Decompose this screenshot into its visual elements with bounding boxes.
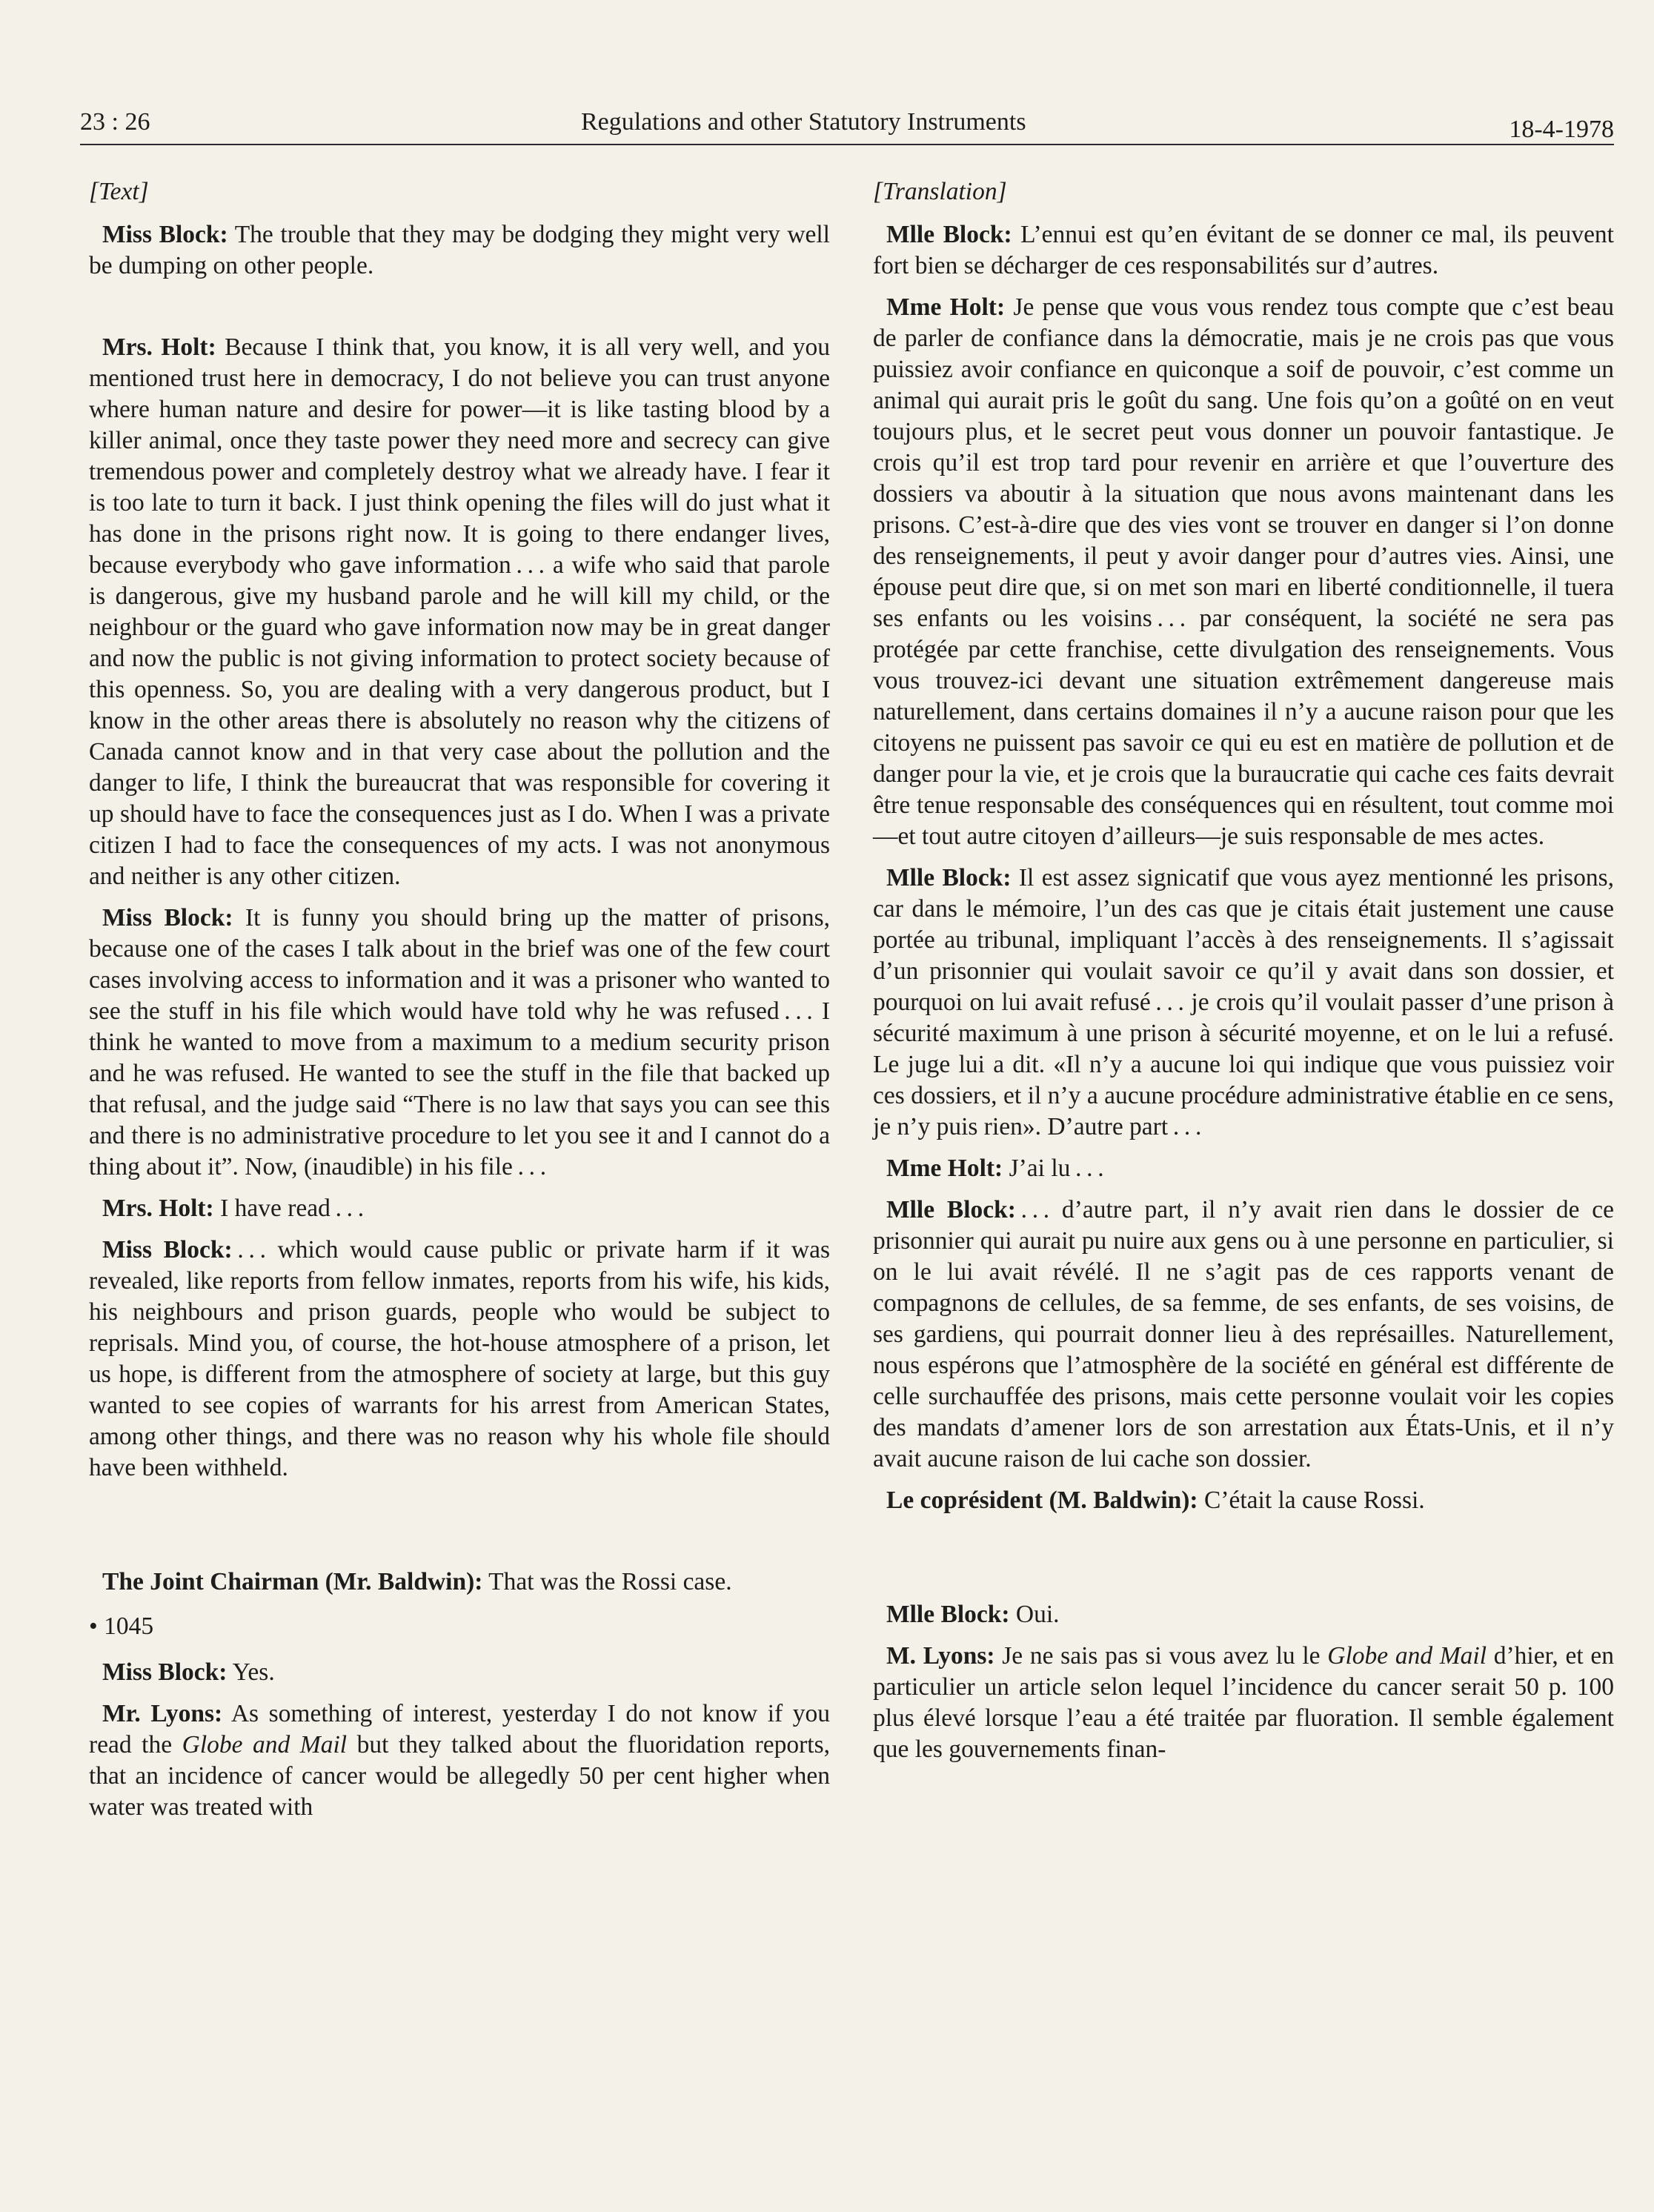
speaker-name: Mlle Block: [886,1196,1016,1223]
speech-text: I have read . . . [213,1195,365,1222]
french-column [873,176,1614,1776]
speech-paragraph [873,1599,1614,1630]
speech-paragraph [873,1641,1614,1765]
header-date: 18-4-1978 [1509,116,1614,143]
speech-text: That was the Rossi case. [482,1568,732,1595]
speech-text: The trouble that they may be dodging they might very well be dumping on other people. [89,221,830,279]
speech-paragraph [873,1153,1614,1184]
speaker-name: Mr. Lyons: [102,1700,223,1727]
speech-text: C’était la cause Rossi. [1198,1487,1425,1514]
speech-paragraph [89,1193,830,1224]
speech-text: Because I think that, you know, it is all very well, and you mentioned trust here in democracy, I do not believe you can trust anyone where human nature and desire for power—it is like tasting blood by a killer animal, once they taste power they need more and secrecy can give tremendous power and completely destroy what we already have. I fear it is too late to turn it back. I just think opening the files will do just what it has done in the prisons right now. It is going to there endanger lives, because everybody who gave information . . . a wife who said that parole is dangerous, give my husband parole and he will kill my child, or the neighbour or the guard who gave information now may be in great danger and now the public is not giving information to protect society because of this openness. So, you are dealing with a very dangerous product, but I know in the other areas there is absolutely no reason why the citizens of Canada cannot know and in that very case about the pollution and the danger to life, I think the bureaucrat that was responsible for covering it up should have to face the consequences just as I do. When I was a private citizen I had to face the consequences of my acts. I was not anonymous and neither is any other citizen. [89,333,830,890]
speech-paragraph [873,863,1614,1143]
translation-label: [Translation] [873,178,1007,205]
speaker-name: Mme Holt: [886,1155,1003,1182]
speaker-name: Miss Block: [102,221,228,248]
speech-paragraph [873,219,1614,282]
speaker-name: Mlle Block: [886,221,1012,248]
page-number: 23 : 26 [80,108,150,136]
speech-paragraph [873,1485,1614,1516]
speech-paragraph [89,332,830,892]
speech-text: As something of interest, yesterday I do not know if you read the [89,1700,830,1758]
running-title: Regulations and other Statutory Instruments [581,108,1026,136]
english-column [89,176,830,1833]
speech-paragraph [873,292,1614,852]
speech-paragraph [89,1235,830,1484]
newspaper-title: Globe and Mail [182,1731,348,1758]
page-header [80,95,1614,145]
speaker-name: Miss Block: [102,1236,233,1263]
time-marker: • 1045 [89,1612,154,1640]
speech-paragraph [89,219,830,282]
text-label: [Text] [89,178,149,205]
speech-text: Je ne sais pas si vous avez lu le [994,1642,1328,1670]
speaker-name: Mrs. Holt: [102,1195,214,1222]
speaker-name: Miss Block: [102,1658,227,1686]
speech-paragraph [89,1567,830,1598]
speech-text: d’hier, et en particulier un article selon lequel l’incidence du cancer serait 50 p. 100 plus élevé lorsque l’eau a été traitée par fluoration. Il semble également que les gouvernements finan- [873,1642,1614,1763]
speaker-name: Miss Block: [102,904,233,931]
speech-text: . . . which would cause public or private harm if it was revealed, like reports from fellow inmates, reports from his wife, his kids, his neighbours and prison guards, people who would be subject to reprisals. Mind you, of course, the hot-house atmosphere of a prison, let us hope, is different from the atmosphere of society at large, but this guy wanted to see copies of warrants for his arrest from American States, among other things, and there was no reason why his whole file should have been withheld. [89,1236,830,1481]
speaker-name: Mlle Block: [886,864,1012,891]
speech-text: but they talked about the fluoridation reports, that an incidence of cancer would be allegedly 50 per cent higher when water was treated with [89,1731,831,1821]
speech-paragraph [873,1195,1614,1475]
speaker-name: Le coprésident (M. Baldwin): [886,1487,1198,1514]
speech-paragraph [89,903,830,1183]
newspaper-title: Globe and Mail [1327,1642,1487,1670]
speech-text: It is funny you should bring up the matter of prisons, because one of the cases I talk about in the brief was one of the few court cases involving access to information and it was a prisoner who wanted to see the stuff in his file which would have told why he was refused . . . I think he wanted to move from a maximum to a medium security prison and he was refused. He wanted to see the stuff in the file that backed up that refusal, and the judge said “There is no law that says you can see this and there is no administrative procedure to let you see it and I cannot do a thing about it”. Now, (inaudible) in his file . . . [89,904,830,1180]
speech-text: Je pense que vous vous rendez tous compte que c’est beau de parler de confiance dans la démocratie, mais je ne crois pas que vous puissiez avoir confiance en quiconque a soif de pouvoir, c’est comme un animal qui aurait pris le goût du sang. Une fois qu’on a goûté on en veut toujours plus, et le secret peut vous donner un pouvoir fantastique. Je crois qu’il est trop tard pour revenir en arrière et que l’ouverture des dossiers va aboutir à la situation que nous avons maintenant dans les prisons. C’est-à-dire que des vies vont se trouver en danger si l’on donne des renseignements, il peut y avoir danger pour d’autres vies. Ainsi, une épouse peut dire que, si on met son mari en liberté conditionnelle, il tuera ses enfants ou les voisins . . . par conséquent, la société ne sera pas protégée par cette franchise, cette divulgation des renseignements. Vous vous trouvez-ici devant une situation extrêmement dangereuse mais naturellement, dans certains domaines il n’y a aucune raison pour que les citoyens ne puissent pas savoir ce qui eu est en matière de pollution et de danger pour la vie, et je crois que la buraucratie qui cache ces faits devrait être tenue responsable des conséquences qui en résultent, tout comme moi—et tout autre citoyen d’ailleurs—je suis responsable de mes actes. [873,293,1614,850]
speaker-name: Mlle Block: [886,1601,1010,1628]
speaker-name: Mrs. Holt: [102,333,216,361]
speech-paragraph [89,1657,830,1688]
speaker-name: The Joint Chairman (Mr. Baldwin): [102,1568,483,1595]
speech-text: J’ai lu . . . [1003,1155,1104,1182]
speech-text: L’ennui est qu’en évitant de se donner ce mal, ils peuvent fort bien se décharger de ces responsabilités sur d’autres. [873,221,1614,279]
speech-text: . . . d’autre part, il n’y avait rien dans le dossier de ce prisonnier qui aurait pu nuire aux gens ou à une personne en particulier, si on le lui avait révélé. Il ne s’agit pas de ces rapports venant de compagnons de cellules, de sa femme, de ses enfants, de ses voisins, de ses gardiens, qui pourrait donner lieu à des représailles. Naturellement, nous espérons que l’atmosphère de la société en général est différente de celle surchauffée des prisons, mais cette personne voulait voir les copies des mandats d’amener lors de son arrestation aux États-Unis, et il n’y avait aucune raison de lui cache son dossier. [873,1196,1615,1472]
speech-paragraph [89,1698,830,1823]
speaker-name: Mme Holt: [886,293,1006,321]
speech-text: Oui. [1009,1601,1060,1628]
speaker-name: M. Lyons: [886,1642,995,1670]
speech-text: Yes. [227,1658,275,1686]
speech-text: Il est assez signicatif que vous ayez mentionné les prisons, car dans le mémoire, l’un des cas que je citais était justement une cause portée au tribunal, impliquant l’accès à des renseignements. Il s’agissait d’un prisonnier qui voulait savoir ce qu’il y avait dans son dossier, et pourquoi on lui avait refusé . . . je crois qu’il voulait passer d’une prison à sécurité maximum à une prison à sécurité moyenne, et on le lui a refusé. Le juge lui a dit. «Il n’y a aucune loi qui indique que vous puissiez voir ces dossiers, et il n’y a aucune procédure administrative établie en ce sens, je n’y puis rien». D’autre part . . . [873,864,1614,1140]
